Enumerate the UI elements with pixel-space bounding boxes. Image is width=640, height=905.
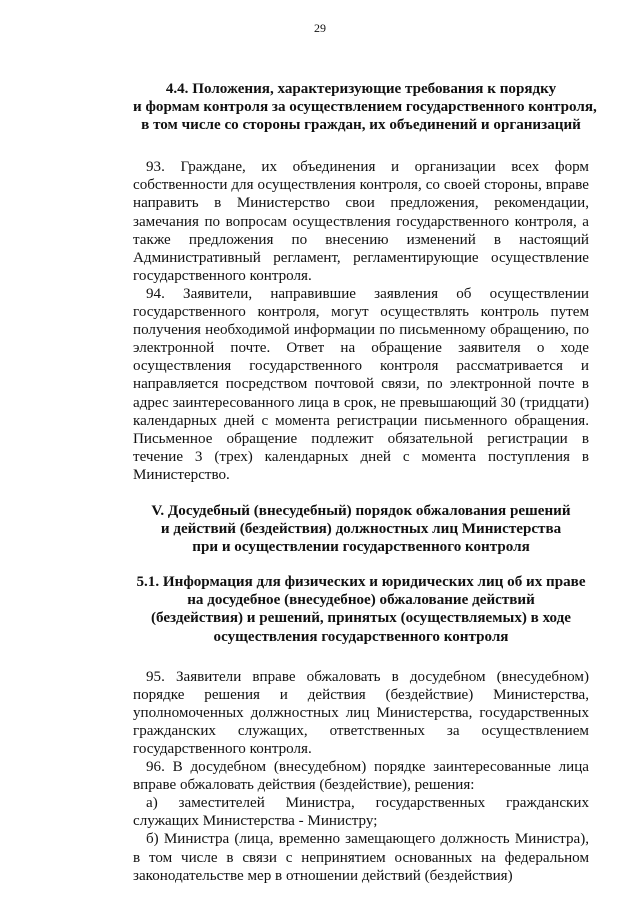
spacer (133, 556, 589, 573)
section-v-heading (133, 502, 589, 556)
spacer (133, 646, 589, 668)
heading-line: при и осуществлении государственного контроля (192, 539, 530, 556)
paragraph-95: 95. Заявители вправе обжаловать в досудебном (внесудебном) порядке решения и действия (бездействие) Министерства, уполномоченных должностных лиц Министерства, государственных гражданских служащих, ответственных за осуществлением государственного контроля. (133, 668, 589, 757)
heading-line: в том числе со стороны граждан, их объединений и организаций (141, 117, 581, 134)
heading-line: 5.1. Информация для физических и юридических лиц об их праве (136, 574, 586, 591)
paragraph-96-b: б) Министра (лица, временно замещающего должность Министра), в том числе в связи с непринятием основанных на федеральном законодательстве мер в отношении действий (бездействия) (133, 831, 589, 884)
paragraph-96: 96. В досудебном (внесудебном) порядке заинтересованные лица вправе обжаловать действия (бездействие), решения: (133, 759, 589, 794)
paragraph-94: 94. Заявители, направившие заявления об осуществлении государственного контроля, могут осуществлять контроль путем получения необходимой информации по письменному обращению, по электронной почте. Ответ на обращение заявителя о ходе осуществления государственного контроля рассматривается и направляется посредством почтовой связи, по электронной почте в адрес заинтересованного лица в срок, не превышающий 30 (тридцати) календарных дней с момента регистрации письменного обращения. Письменное обращение подлежит обязательной регистрации в течение 3 (трех) календарных дней с момента поступления в Министерство. (133, 285, 589, 483)
page-number: 29 (314, 21, 326, 35)
heading-line: осуществления государственного контроля (213, 628, 509, 645)
paragraph-96-a: а) заместителей Министра, государственных гражданских служащих Министерства - Министру; (133, 795, 589, 830)
spacer (133, 484, 589, 502)
document-body (133, 80, 597, 885)
paragraph-93: 93. Граждане, их объединения и организации всех форм собственности для осуществления контроля, со своей стороны, вправе направить в Министерство свои предложения, рекомендации, замечания по вопросам осуществления государственного контроля, а также предложения по внесению изменений в настоящий Административный регламент, регламентирующие осуществление государственного контроля. (133, 159, 589, 284)
heading-line: V. Досудебный (внесудебный) порядок обжалования решений (151, 502, 571, 519)
heading-line: на досудебное (внесудебное) обжалование действий (187, 592, 535, 609)
section-4-4-heading (133, 80, 597, 134)
section-5-1-heading (133, 573, 589, 645)
heading-line: и действий (бездействия) должностных лиц Министерства (160, 521, 562, 538)
heading-line: (бездействия) и решений, принятых (осуществляемых) в ходе (150, 610, 572, 627)
heading-line: 4.4. Положения, характеризующие требования к порядку (165, 81, 557, 97)
heading-line: и формам контроля за осуществлением государственного контроля, (133, 99, 597, 116)
